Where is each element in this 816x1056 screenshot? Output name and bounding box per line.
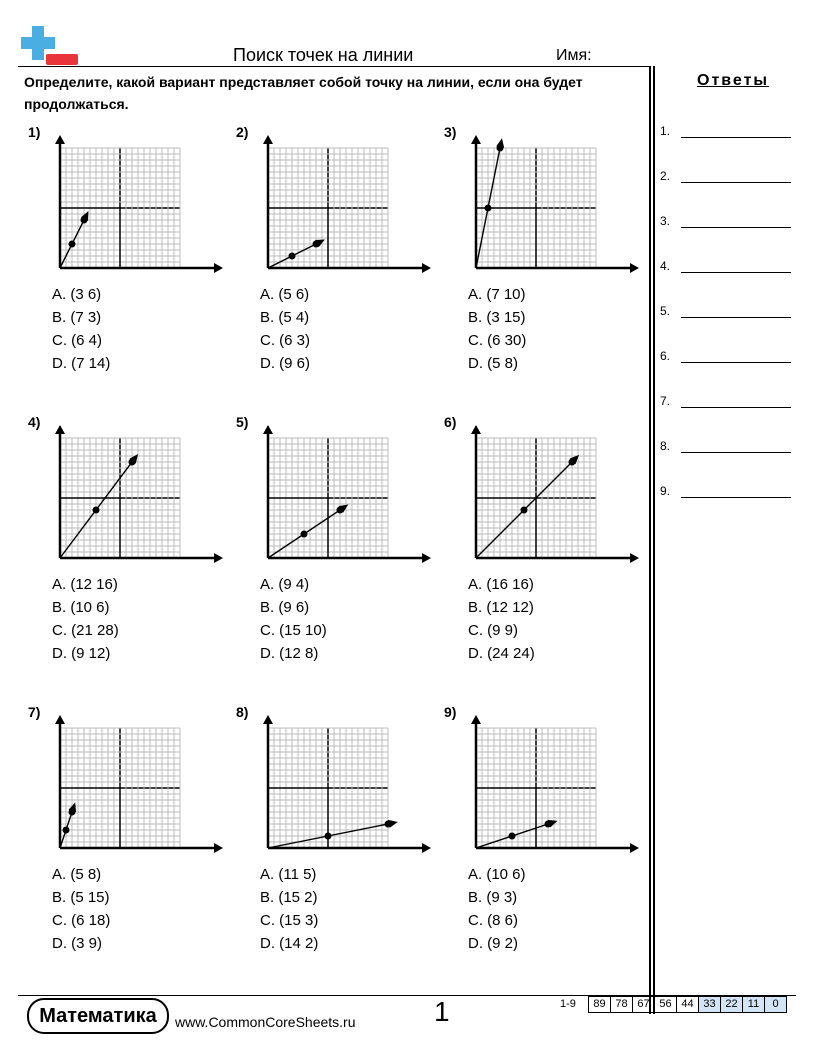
coordinate-plot — [252, 714, 432, 854]
choices — [468, 573, 535, 665]
x-axis-arrow — [630, 263, 639, 273]
choices — [260, 863, 318, 955]
problem-number: 9) — [444, 704, 457, 720]
problem-2 — [232, 124, 432, 374]
data-point — [129, 459, 136, 466]
answer-number: 3. — [660, 214, 671, 228]
problem-number: 3) — [444, 124, 457, 140]
coordinate-plot — [44, 134, 224, 274]
choice-a[interactable]: A. (7 10) — [468, 286, 526, 303]
choices — [468, 863, 526, 955]
choice-a[interactable]: A. (12 16) — [52, 576, 118, 593]
score-range-label: 1-9 — [560, 998, 576, 1010]
answer-number: 2. — [660, 169, 671, 183]
score-cell: 11 — [742, 996, 765, 1013]
x-axis-arrow — [214, 843, 223, 853]
y-axis-arrow — [263, 715, 273, 724]
data-point — [521, 507, 528, 514]
answer-number: 1. — [660, 124, 671, 138]
choices — [468, 283, 526, 375]
x-axis-arrow — [214, 263, 223, 273]
choice-a[interactable]: A. (16 16) — [468, 576, 534, 593]
page-number: 1 — [434, 996, 450, 1027]
data-point — [337, 507, 344, 514]
choice-b[interactable]: B. (9 3) — [468, 889, 518, 906]
x-axis-arrow — [422, 553, 431, 563]
choice-c[interactable]: C. (6 18) — [52, 912, 111, 929]
page-title: Поиск точек на линии — [233, 45, 414, 65]
choice-d[interactable]: D. (14 2) — [260, 935, 319, 952]
x-axis-arrow — [630, 843, 639, 853]
answer-number: 6. — [660, 349, 671, 363]
choices — [52, 863, 110, 955]
answer-blank[interactable] — [681, 407, 791, 408]
choice-a[interactable]: A. (3 6) — [52, 286, 102, 303]
choice-c[interactable]: C. (9 9) — [468, 622, 519, 639]
x-axis-arrow — [422, 263, 431, 273]
choice-d[interactable]: D. (24 24) — [468, 645, 535, 662]
answer-blank[interactable] — [681, 272, 791, 273]
answer-blank[interactable] — [681, 317, 791, 318]
problem-number: 2) — [236, 124, 249, 140]
choice-d[interactable]: D. (5 8) — [468, 355, 519, 372]
problem-3 — [440, 124, 640, 374]
choices — [260, 283, 310, 375]
data-point — [569, 459, 576, 466]
y-axis-arrow — [55, 135, 65, 144]
data-point — [69, 809, 76, 816]
brand-badge: Математика — [27, 998, 169, 1034]
choice-a[interactable]: A. (5 6) — [260, 286, 310, 303]
problem-1 — [24, 124, 224, 374]
choice-b[interactable]: B. (15 2) — [260, 889, 318, 906]
choice-b[interactable]: B. (7 3) — [52, 309, 102, 326]
choice-b[interactable]: B. (10 6) — [52, 599, 110, 616]
x-axis-arrow — [214, 553, 223, 563]
problem-7 — [24, 704, 224, 954]
answer-blank[interactable] — [681, 497, 791, 498]
problem-5 — [232, 414, 432, 664]
answer-number: 7. — [660, 394, 671, 408]
choice-d[interactable]: D. (12 8) — [260, 645, 319, 662]
data-point — [289, 253, 296, 260]
score-cell: 0 — [764, 996, 787, 1013]
choice-c[interactable]: C. (15 3) — [260, 912, 319, 929]
data-point — [325, 833, 332, 840]
coordinate-plot — [44, 714, 224, 854]
choice-c[interactable]: C. (8 6) — [468, 912, 519, 929]
choice-a[interactable]: A. (5 8) — [52, 866, 102, 883]
choice-c[interactable]: C. (6 4) — [52, 332, 103, 349]
data-point — [81, 217, 88, 224]
coordinate-plot — [252, 424, 432, 564]
answer-blank[interactable] — [681, 362, 791, 363]
x-axis-arrow — [630, 553, 639, 563]
coordinate-plot — [252, 134, 432, 274]
data-point — [301, 531, 308, 538]
score-cell: 22 — [720, 996, 743, 1013]
choice-d[interactable]: D. (9 6) — [260, 355, 311, 372]
problem-number: 5) — [236, 414, 249, 430]
choice-b[interactable]: B. (3 15) — [468, 309, 526, 326]
choice-a[interactable]: A. (10 6) — [468, 866, 526, 883]
answer-blank[interactable] — [681, 137, 791, 138]
coordinate-plot — [460, 134, 640, 274]
answer-blank[interactable] — [681, 182, 791, 183]
instructions: Определите, какой вариант представляет собой точку на линии, если она будет продолжаться. — [24, 74, 583, 112]
answer-number: 4. — [660, 259, 671, 273]
choice-c[interactable]: C. (21 28) — [52, 622, 119, 639]
answers-title: Ответы — [697, 72, 770, 89]
choice-d[interactable]: D. (7 14) — [52, 355, 111, 372]
y-axis-arrow — [471, 715, 481, 724]
choice-b[interactable]: B. (9 6) — [260, 599, 310, 616]
data-point — [509, 833, 516, 840]
choices — [52, 573, 119, 665]
data-point — [313, 241, 320, 248]
score-cell: 33 — [698, 996, 721, 1013]
y-axis-arrow — [55, 715, 65, 724]
problem-4 — [24, 414, 224, 664]
score-cell: 78 — [610, 996, 633, 1013]
choice-b[interactable]: B. (5 4) — [260, 309, 310, 326]
logo-icon — [20, 22, 80, 68]
problem-number: 8) — [236, 704, 249, 720]
divider-left — [649, 66, 651, 1014]
score-table — [589, 996, 787, 1013]
problem-number: 1) — [28, 124, 41, 140]
score-cell: 89 — [588, 996, 611, 1013]
problem-number: 4) — [28, 414, 41, 430]
site-url[interactable]: www.CommonCoreSheets.ru — [175, 1014, 356, 1030]
score-cell: 67 — [632, 996, 655, 1013]
name-label: Имя: — [556, 47, 592, 64]
y-axis-arrow — [55, 425, 65, 434]
score-cell: 56 — [654, 996, 677, 1013]
answer-number: 9. — [660, 484, 671, 498]
data-point — [63, 827, 70, 834]
x-axis-arrow — [422, 843, 431, 853]
data-point — [69, 241, 76, 248]
choice-d[interactable]: D. (9 12) — [52, 645, 111, 662]
problem-number: 6) — [444, 414, 457, 430]
choice-a[interactable]: A. (11 5) — [260, 866, 317, 883]
data-point — [485, 205, 492, 212]
data-point — [385, 821, 392, 828]
choice-b[interactable]: B. (5 15) — [52, 889, 110, 906]
data-point — [497, 145, 504, 152]
problem-6 — [440, 414, 640, 664]
answer-number: 5. — [660, 304, 671, 318]
choice-c[interactable]: C. (6 3) — [260, 332, 311, 349]
score-cell: 44 — [676, 996, 699, 1013]
answer-number: 8. — [660, 439, 671, 453]
coordinate-plot — [460, 424, 640, 564]
y-axis-arrow — [471, 135, 481, 144]
y-axis-arrow — [263, 425, 273, 434]
choices — [52, 283, 110, 375]
problem-9 — [440, 704, 640, 954]
problem-number: 7) — [28, 704, 41, 720]
choice-d[interactable]: D. (3 9) — [52, 935, 103, 952]
y-axis-arrow — [263, 135, 273, 144]
coordinate-plot — [44, 424, 224, 564]
choice-a[interactable]: A. (9 4) — [260, 576, 310, 593]
choice-b[interactable]: B. (12 12) — [468, 599, 534, 616]
header-rule — [18, 66, 649, 67]
choice-d[interactable]: D. (9 2) — [468, 935, 519, 952]
answer-blank[interactable] — [681, 452, 791, 453]
choice-c[interactable]: C. (6 30) — [468, 332, 527, 349]
data-point — [545, 821, 552, 828]
coordinate-plot — [460, 714, 640, 854]
y-axis-arrow — [471, 425, 481, 434]
choices — [260, 573, 327, 665]
answer-blank[interactable] — [681, 227, 791, 228]
choice-c[interactable]: C. (15 10) — [260, 622, 327, 639]
data-point — [93, 507, 100, 514]
problem-8 — [232, 704, 432, 954]
divider-right — [653, 66, 655, 1014]
